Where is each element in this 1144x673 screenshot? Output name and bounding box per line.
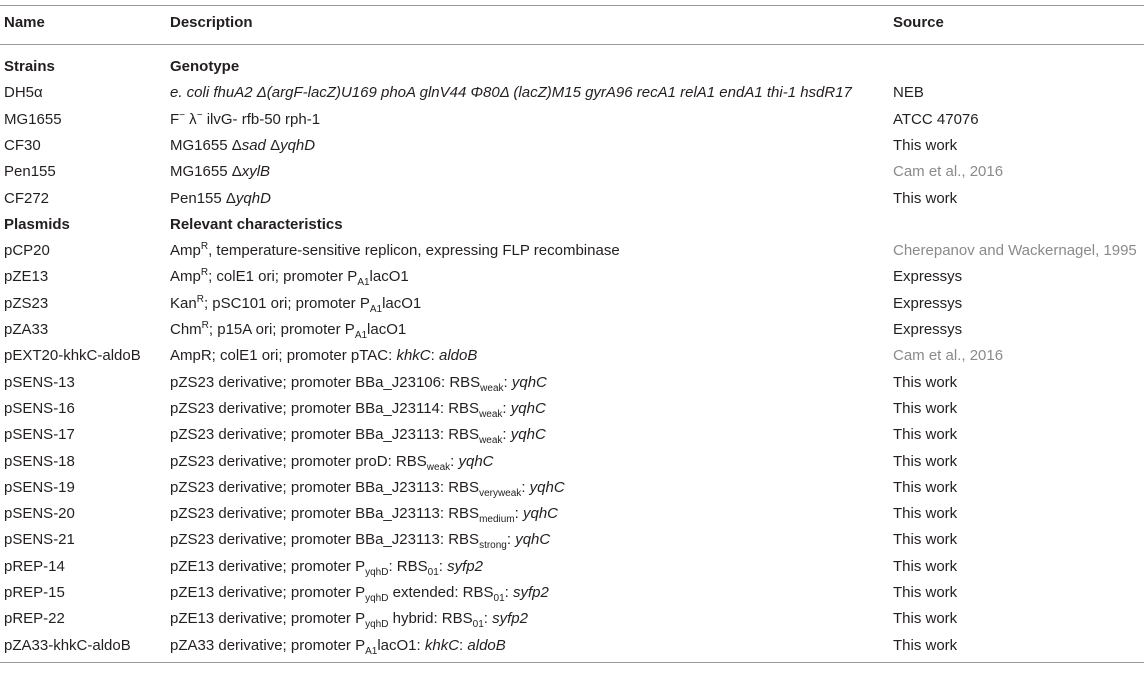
cell-name: CF30 <box>4 136 41 154</box>
cell-description <box>170 291 421 317</box>
cell-name: Strains <box>4 58 55 75</box>
description-segment: : <box>514 505 523 523</box>
description-segment: 01 <box>427 566 439 578</box>
table-row <box>0 527 1144 553</box>
cell-name: pSENS-21 <box>4 531 75 549</box>
description-segment: pZE13 derivative; promoter P <box>170 610 366 628</box>
description-segment: : <box>502 399 511 417</box>
description-segment: pZE13 derivative; promoter P <box>170 557 366 575</box>
cell-description <box>170 422 546 448</box>
description-segment: pZS23 derivative; promoter BBa_J23106: RBS <box>170 373 481 391</box>
description-segment: ; colE1 ori; promoter P <box>208 268 358 286</box>
table-row <box>0 475 1144 501</box>
description-segment: e. coli fhuA2 Δ(argF-lacZ)U169 phoA glnV44 Φ80Δ (lacZ)M15 gyrA96 recA1 relA1 endA1 thi-1 hsdR17 <box>170 84 852 102</box>
cell-name: pZA33-khkC-aldoB <box>4 636 131 654</box>
description-segment: , temperature-sensitive replicon, expressing FLP recombinase <box>208 242 620 260</box>
description-segment: MG1655 Δ <box>170 136 242 154</box>
description-segment: Genotype <box>170 58 240 75</box>
description-segment: yqhD <box>235 189 271 207</box>
description-segment: R <box>200 267 209 279</box>
description-segment: syfp2 <box>513 584 549 601</box>
cell-description <box>170 264 409 290</box>
table-row <box>0 343 1144 369</box>
description-segment: A1 <box>354 330 368 341</box>
cell-source: This work <box>893 426 958 444</box>
description-segment: pZS23 derivative; promoter BBa_J23113: RBS <box>170 531 480 549</box>
cell-name: pSENS-18 <box>4 452 75 470</box>
table-row <box>0 501 1144 527</box>
cell-description <box>170 449 494 475</box>
cell-source: This work <box>893 531 958 549</box>
cell-description <box>170 501 558 527</box>
description-segment: sad <box>241 136 266 154</box>
cell-name: pREP-22 <box>4 610 65 628</box>
description-segment: yqhC <box>522 505 559 523</box>
cell-name: CF272 <box>4 189 50 207</box>
description-segment: : <box>506 531 516 549</box>
cell-source-link[interactable]: Cam et al., 2016 <box>893 163 1004 181</box>
cell-name: pZE13 <box>4 268 49 286</box>
table-row <box>0 317 1144 343</box>
description-segment: : RBS <box>388 557 428 575</box>
header-source: Source <box>893 14 944 31</box>
description-segment: khkC <box>424 636 460 654</box>
description-segment: AmpR; colE1 ori; promoter pTAC: <box>170 347 397 365</box>
table-row <box>0 396 1144 422</box>
cell-name: pREP-15 <box>4 584 65 601</box>
cell-description <box>170 54 239 80</box>
description-segment: : <box>483 610 493 628</box>
description-segment: R <box>201 320 209 331</box>
cell-name: pSENS-16 <box>4 399 75 417</box>
description-segment: ; p15A ori; promoter P <box>208 321 355 338</box>
table-row <box>0 291 1144 317</box>
description-segment: pZE13 derivative; promoter P <box>170 584 366 601</box>
cell-name: Pen155 <box>4 163 56 181</box>
description-segment: yqhC <box>458 452 494 470</box>
description-segment: MG1655 Δ <box>170 163 242 181</box>
description-segment: Δ <box>265 136 281 154</box>
description-segment: Pen155 Δ <box>170 189 236 207</box>
description-segment: : <box>459 636 468 654</box>
cell-description <box>170 317 406 343</box>
bottom-rule <box>0 662 1144 663</box>
description-segment: F <box>170 110 180 128</box>
cell-description <box>170 580 549 606</box>
table-row <box>0 422 1144 448</box>
description-segment: ; pSC101 ori; promoter P <box>203 294 370 312</box>
cell-source: This work <box>893 136 958 154</box>
cell-name: DH5α <box>4 84 43 102</box>
description-segment: aldoB <box>467 636 506 654</box>
description-segment: Chm <box>170 321 202 338</box>
cell-description <box>170 186 271 212</box>
cell-name: pREP-14 <box>4 557 65 575</box>
description-segment: aldoB <box>439 347 478 365</box>
description-segment: lacO1 <box>382 294 422 312</box>
description-segment: pZA33 derivative; promoter P <box>170 636 366 654</box>
cell-name: pCP20 <box>4 242 50 260</box>
description-segment: lacO1 <box>367 321 407 338</box>
description-segment: veryweak <box>479 487 522 499</box>
cell-description <box>170 370 547 396</box>
description-segment: weak <box>479 408 503 420</box>
description-segment: Amp <box>170 242 201 260</box>
cell-description <box>170 475 565 501</box>
cell-description <box>170 396 546 422</box>
header-row <box>0 10 1144 36</box>
table-row <box>0 186 1144 212</box>
cell-description <box>170 238 620 264</box>
description-segment: : <box>504 584 513 601</box>
cell-description <box>170 159 270 185</box>
cell-source: This work <box>893 610 958 628</box>
cell-source: ATCC 47076 <box>893 110 979 128</box>
cell-name: pSENS-17 <box>4 426 75 444</box>
cell-description <box>170 133 315 159</box>
description-segment: hybrid: RBS <box>388 610 473 628</box>
cell-source: Expressys <box>893 321 963 338</box>
description-segment: − <box>196 109 203 121</box>
header-description: Description <box>170 14 253 31</box>
description-segment: strong <box>479 540 507 552</box>
description-segment: pZS23 derivative; promoter BBa_J23113: RBS <box>170 478 480 496</box>
table-row <box>0 159 1144 185</box>
cell-source-link[interactable]: Cam et al., 2016 <box>893 347 1004 365</box>
cell-source: This work <box>893 373 958 391</box>
description-segment: lacO1: <box>377 636 425 654</box>
description-segment: weak <box>480 382 504 394</box>
description-segment: yqhC <box>510 399 546 417</box>
description-segment: : <box>521 478 530 496</box>
description-segment: yqhC <box>510 426 546 444</box>
cell-source: NEB <box>893 84 924 102</box>
description-segment: A1 <box>357 277 370 289</box>
description-segment: lacO1 <box>369 268 409 286</box>
description-segment: R <box>200 241 209 253</box>
cell-source: This work <box>893 584 958 601</box>
description-segment: 01 <box>493 593 505 604</box>
table-row <box>0 580 1144 606</box>
cell-name: Plasmids <box>4 215 70 233</box>
cell-source: Expressys <box>893 294 963 312</box>
cell-source: This work <box>893 636 958 654</box>
cell-description <box>170 527 550 553</box>
table-row <box>0 606 1144 632</box>
section-row <box>0 212 1144 238</box>
description-segment: R <box>196 293 204 305</box>
description-segment: : <box>438 557 448 575</box>
description-segment: : <box>502 426 511 444</box>
table-row <box>0 107 1144 133</box>
table-row <box>0 449 1144 475</box>
description-segment: Kan <box>170 294 197 312</box>
description-segment: : <box>503 373 512 391</box>
top-rule <box>0 5 1144 6</box>
description-segment: extended: RBS <box>388 584 494 601</box>
cell-description <box>170 80 852 106</box>
description-segment: pZS23 derivative; promoter proD: RBS <box>170 452 427 470</box>
description-segment: 01 <box>472 619 484 631</box>
description-segment: A1 <box>365 645 378 657</box>
cell-source: This work <box>893 452 958 470</box>
cell-description <box>170 343 477 369</box>
description-segment: pZS23 derivative; promoter BBa_J23113: RBS <box>170 426 480 444</box>
cell-source: This work <box>893 505 958 523</box>
table-row <box>0 238 1144 264</box>
description-segment: pZS23 derivative; promoter BBa_J23114: RBS <box>170 399 480 417</box>
cell-description <box>170 606 528 632</box>
description-segment: medium <box>479 514 515 526</box>
cell-description <box>170 554 483 580</box>
cell-name: pSENS-20 <box>4 505 75 523</box>
description-segment: syfp2 <box>447 557 483 575</box>
description-segment: xylB <box>241 163 271 181</box>
description-segment: weak <box>426 461 451 473</box>
table-row <box>0 133 1144 159</box>
description-segment: yqhC <box>515 531 551 549</box>
description-segment: khkC <box>396 347 431 365</box>
description-segment: A1 <box>369 303 383 315</box>
cell-name: pZS23 <box>4 294 49 312</box>
table-row <box>0 264 1144 290</box>
table-row <box>0 633 1144 659</box>
description-segment: pZS23 derivative; promoter BBa_J23113: RBS <box>170 505 480 523</box>
description-segment: − <box>179 109 186 121</box>
cell-name: pZA33 <box>4 321 49 338</box>
description-segment: ilvG- rfb-50 rph-1 <box>202 110 321 128</box>
description-segment: weak <box>479 435 503 447</box>
cell-source: This work <box>893 478 958 496</box>
description-segment: : <box>430 347 439 365</box>
description-segment: Relevant characteristics <box>170 215 343 233</box>
description-segment: yqhD <box>365 593 389 604</box>
section-row <box>0 54 1144 80</box>
cell-name: pSENS-19 <box>4 478 75 496</box>
description-segment: yqhD <box>365 619 389 631</box>
cell-source: This work <box>893 189 958 207</box>
description-segment: yqhD <box>365 566 389 578</box>
cell-description <box>170 212 343 238</box>
cell-name: pSENS-13 <box>4 373 75 391</box>
description-segment: yqhC <box>511 373 547 391</box>
table-row <box>0 554 1144 580</box>
cell-name: pEXT20-khkC-aldoB <box>4 347 141 365</box>
description-segment: yqhC <box>529 478 565 496</box>
cell-source: This work <box>893 557 958 575</box>
table-row <box>0 80 1144 106</box>
description-segment: syfp2 <box>492 610 528 628</box>
cell-description <box>170 107 320 133</box>
table-row <box>0 370 1144 396</box>
cell-description <box>170 633 506 659</box>
cell-source-link[interactable]: Cherepanov and Wackernagel, 1995 <box>893 242 1137 260</box>
header-name: Name <box>4 14 45 31</box>
description-segment: yqhD <box>280 136 316 154</box>
description-segment: Amp <box>170 268 201 286</box>
cell-source: Expressys <box>893 268 963 286</box>
cell-name: MG1655 <box>4 110 62 128</box>
description-segment: : <box>450 452 459 470</box>
cell-source: This work <box>893 399 958 417</box>
header-rule <box>0 44 1144 45</box>
description-segment: λ <box>185 110 197 128</box>
